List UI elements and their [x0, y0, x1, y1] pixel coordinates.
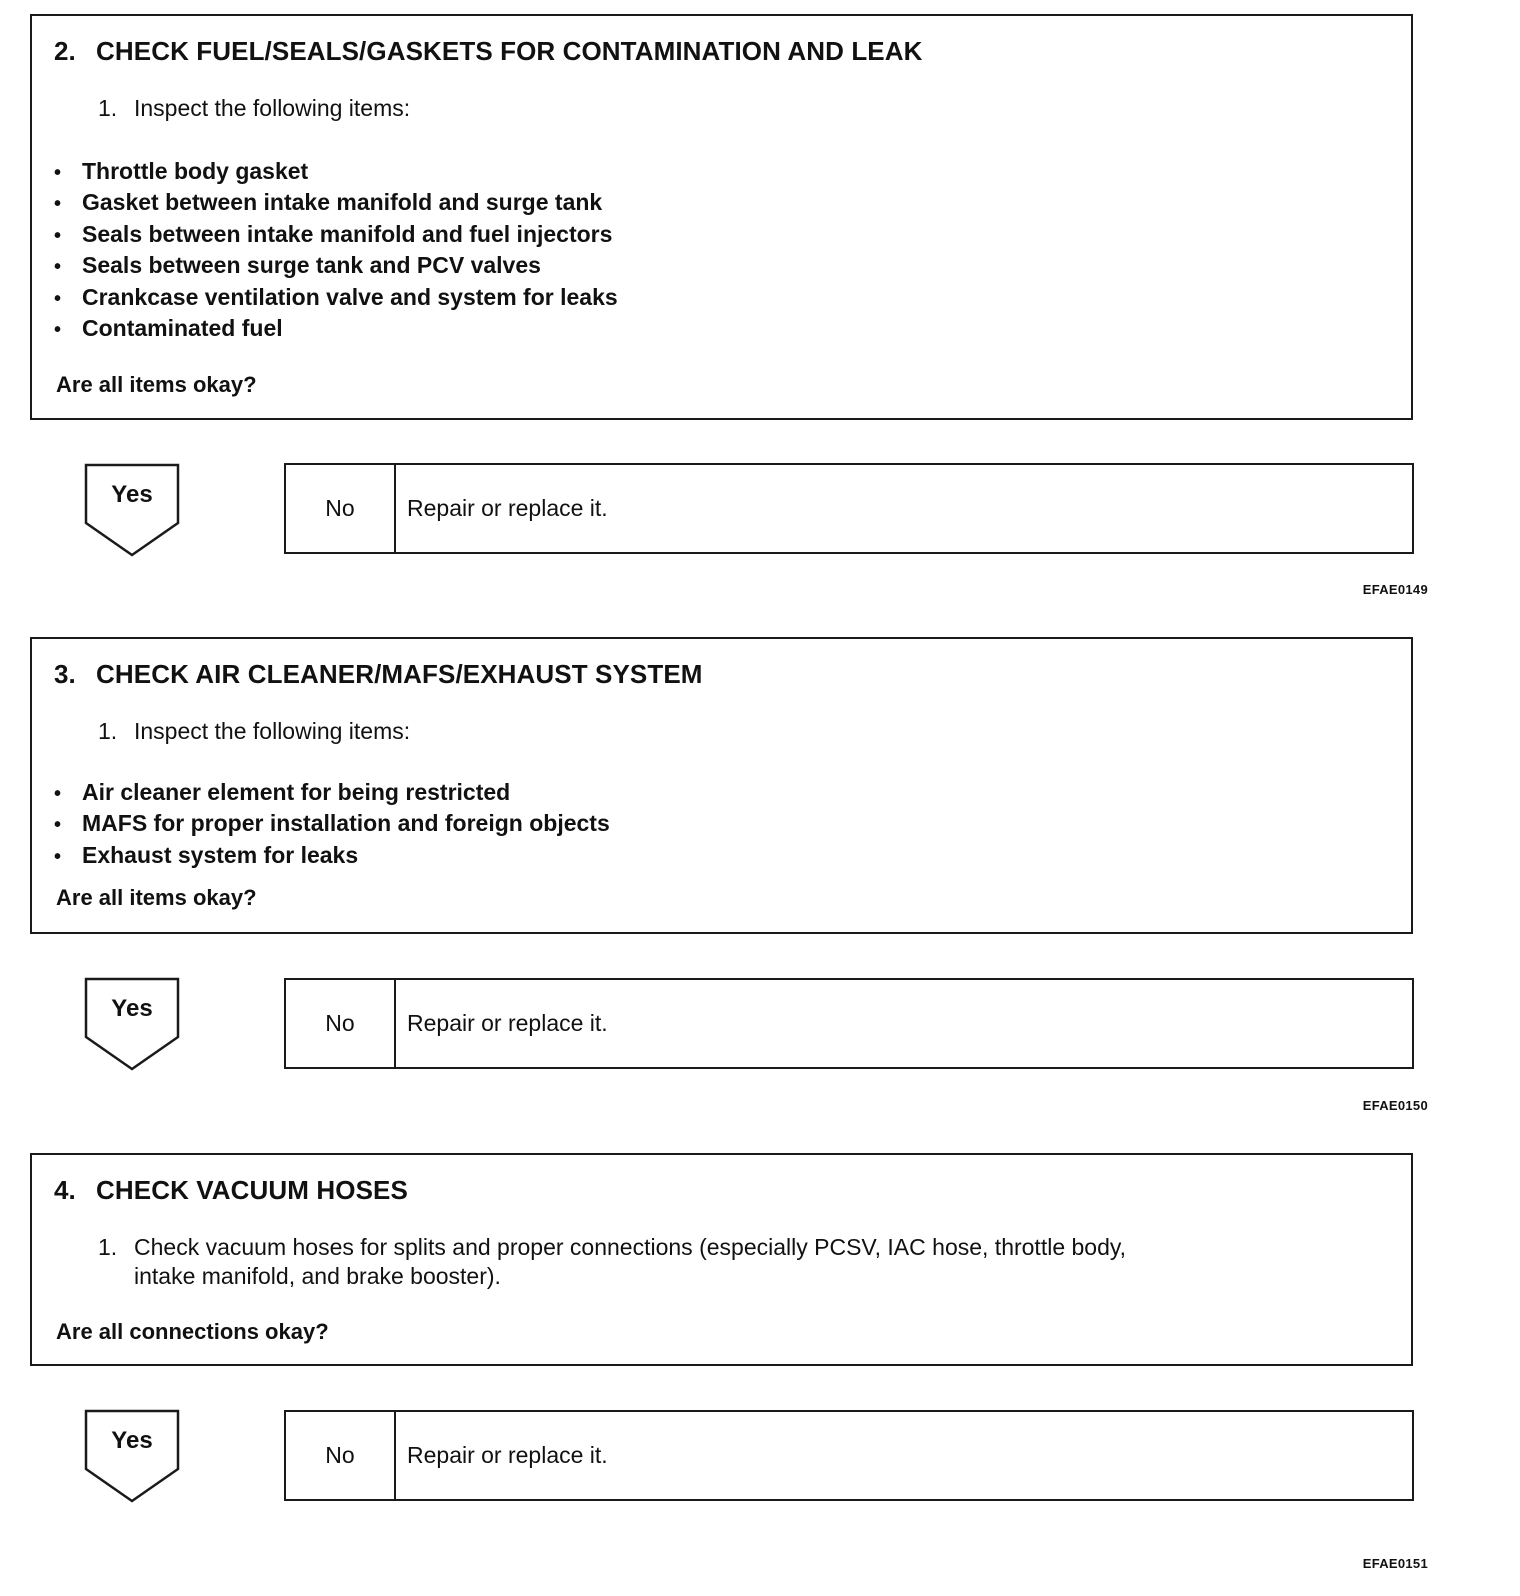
- bullet-icon: •: [54, 318, 62, 341]
- figure-code: EFAE0151: [1362, 1556, 1428, 1571]
- check-title: [54, 36, 923, 67]
- yes-label: Yes: [111, 481, 153, 508]
- figure-code: EFAE0150: [1362, 1098, 1428, 1113]
- instruction-number: 1.: [98, 95, 118, 121]
- no-label: No: [286, 465, 396, 552]
- bullet-icon: •: [54, 845, 62, 868]
- no-action-text: Repair or replace it.: [407, 1010, 608, 1036]
- question-text: Are all connections okay?: [56, 1319, 329, 1344]
- instruction-number: 1.: [98, 718, 118, 744]
- yes-label: Yes: [111, 1427, 153, 1454]
- list-item: • Seals between surge tank and PCV valves: [54, 250, 618, 281]
- no-action-text: Repair or replace it.: [407, 495, 608, 521]
- yes-arrow-icon: [84, 463, 180, 557]
- list-item: • Seals between intake manifold and fuel injectors: [54, 219, 618, 250]
- yes-arrow-icon: [84, 977, 180, 1071]
- step-title: CHECK AIR CLEANER/MAFS/EXHAUST SYSTEM: [96, 659, 703, 689]
- bullet-icon: •: [54, 193, 62, 216]
- list-item: • MAFS for proper installation and foreign objects: [54, 808, 610, 839]
- question-text: Are all items okay?: [56, 372, 257, 397]
- instruction-text: intake manifold, and brake booster).: [134, 1263, 501, 1289]
- no-branch-box: [284, 1410, 1414, 1501]
- instruction: [98, 717, 410, 746]
- bullet-icon: •: [54, 162, 62, 184]
- question-text: Are all items okay?: [56, 885, 257, 910]
- step-number: 2.: [54, 36, 76, 66]
- check-box: [30, 1153, 1413, 1366]
- check-title: [54, 1175, 408, 1206]
- check-box: [30, 14, 1413, 420]
- yes-arrow-marker: [84, 1409, 180, 1503]
- list-item: • Throttle body gasket: [54, 156, 618, 187]
- yes-arrow-marker: [84, 977, 180, 1071]
- step-title: CHECK FUEL/SEALS/GASKETS FOR CONTAMINATION AND LEAK: [96, 36, 923, 66]
- figure-code: EFAE0149: [1362, 582, 1428, 597]
- inspection-list: [54, 777, 610, 871]
- step-number: 3.: [54, 659, 76, 689]
- no-label: No: [286, 1412, 396, 1499]
- inspection-list: [54, 156, 618, 344]
- list-item: • Air cleaner element for being restricted: [54, 777, 610, 808]
- no-action-text: Repair or replace it.: [407, 1442, 608, 1468]
- yes-label: Yes: [111, 995, 153, 1022]
- list-item: • Contaminated fuel: [54, 313, 618, 344]
- no-label: No: [286, 980, 396, 1067]
- bullet-icon: •: [54, 783, 62, 805]
- bullet-icon: •: [54, 256, 62, 279]
- list-item: • Exhaust system for leaks: [54, 840, 610, 871]
- instruction-text: Inspect the following items:: [134, 718, 411, 744]
- bullet-icon: •: [54, 224, 62, 247]
- list-item: • Gasket between intake manifold and surge tank: [54, 187, 618, 218]
- instruction-text: Inspect the following items:: [134, 95, 411, 121]
- instruction-text: Check vacuum hoses for splits and proper connections (especially PCSV, IAC hose, throttle body,: [134, 1234, 1127, 1260]
- check-title: [54, 659, 703, 690]
- yes-arrow-icon: [84, 1409, 180, 1503]
- bullet-icon: •: [54, 814, 62, 837]
- no-branch-box: [284, 463, 1414, 554]
- instruction: [98, 1233, 1126, 1291]
- no-branch-box: [284, 978, 1414, 1069]
- step-title: CHECK VACUUM HOSES: [96, 1175, 408, 1205]
- instruction: [98, 94, 410, 123]
- check-box: [30, 637, 1413, 934]
- list-item: • Crankcase ventilation valve and system for leaks: [54, 282, 618, 313]
- yes-arrow-marker: [84, 463, 180, 557]
- step-number: 4.: [54, 1175, 76, 1205]
- bullet-icon: •: [54, 287, 62, 310]
- instruction-number: 1.: [98, 1234, 118, 1260]
